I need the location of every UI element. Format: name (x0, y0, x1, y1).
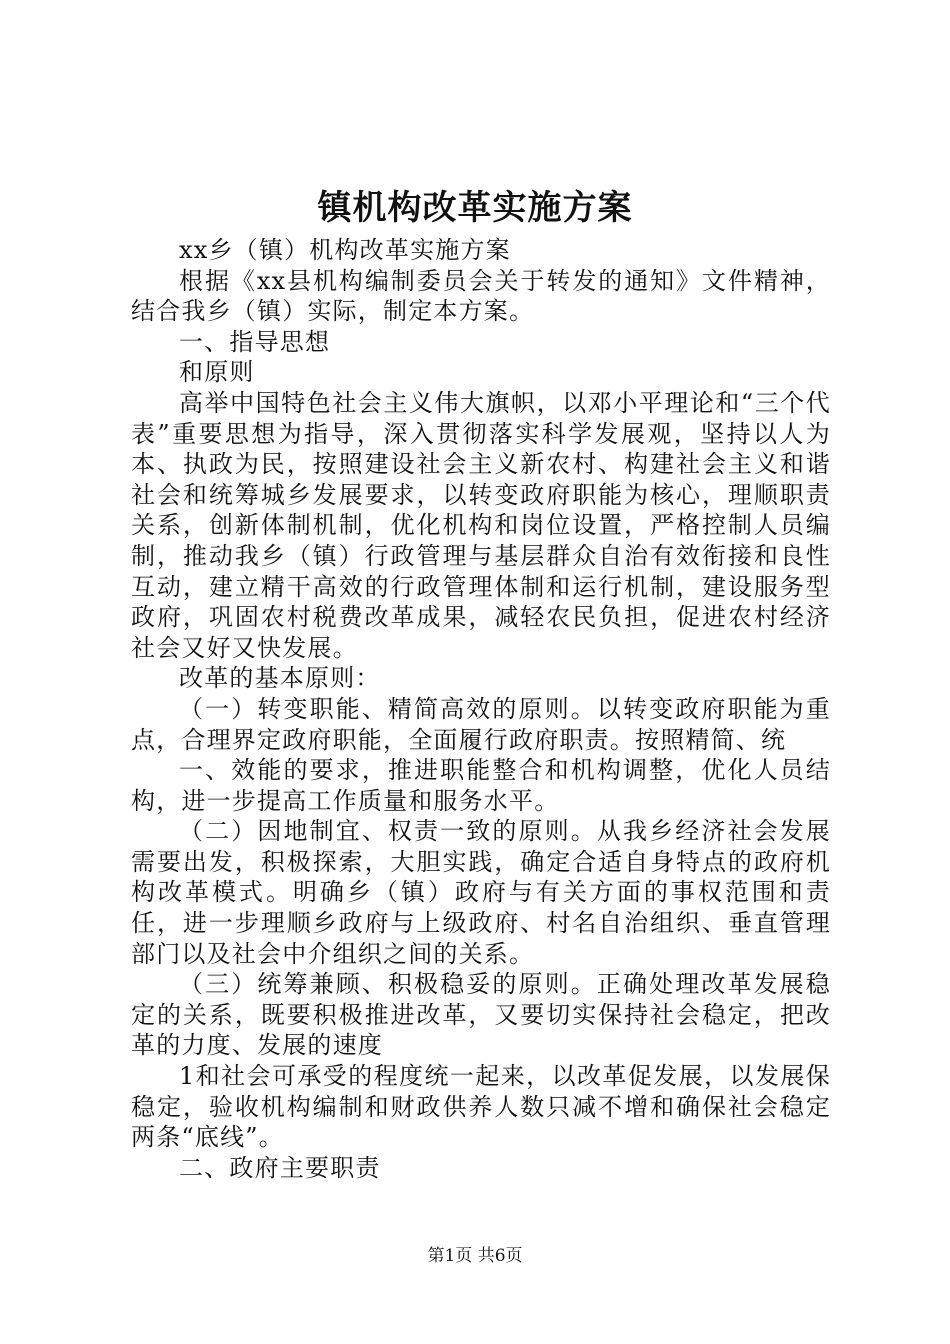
paragraph-principle-3-cont: 1和社会可承受的程度统一起来，以改革促发展，以发展保稳定，验收机构编制和财政供养人数只减不增和确保社会稳定两条“底线”。 (131, 1062, 831, 1152)
section-heading-government-duties: 二、政府主要职责 (179, 1153, 381, 1182)
page-indicator: 第1页 共6页 (427, 1246, 523, 1266)
paragraph-basic-principles-label: 改革的基本原则： (179, 664, 381, 693)
paragraph-basis: 根据《xx县机构编制委员会关于转发的通知》文件精神，结合我乡（镇）实际，制定本方案。 (131, 266, 831, 326)
document-body (131, 235, 831, 1183)
document-title: 镇机构改革实施方案 (317, 188, 633, 228)
paragraph-heading-line: xx乡（镇）机构改革实施方案 (179, 236, 511, 264)
section-heading-guiding-ideology: 一、指导思想 (179, 327, 331, 356)
paragraph-principle-1: （一）转变职能、精简高效的原则。以转变政府职能为重点，合理界定政府职能，全面履行政府职责。按照精简、统 (131, 694, 831, 754)
page-footer (0, 1244, 950, 1268)
paragraph-guiding-ideology: 高举中国特色社会主义伟大旗帜，以邓小平理论和“三个代表”重要思想为指导，深入贯彻落实科学发展观，坚持以人为本、执政为民，按照建设社会主义新农村、构建社会主义和谐社会和统筹城乡发展要求，以转变政府职能为核心，理顺职责关系，创新体制机制，优化机构和岗位设置，严格控制人员编制，推动我乡（镇）行政管理与基层群众自治有效衔接和良性互动，建立精干高效的行政管理体制和运行机制，建设服务型政府，巩固农村税费改革成果，减轻农民负担，促进农村经济社会又好又快发展。 (131, 388, 831, 662)
paragraph-principle-1-cont: 一、效能的要求，推进职能整合和机构调整，优化人员结构，进一步提高工作质量和服务水平。 (131, 756, 831, 815)
section-heading-principles: 和原则 (179, 358, 255, 387)
paragraph-principle-2: （二）因地制宜、权责一致的原则。从我乡经济社会发展需要出发，积极探索，大胆实践，确定合适自身特点的政府机构改革模式。明确乡（镇）政府与有关方面的事权范围和责任，进一步理顺乡政府与上级政府、村名自治组织、垂直管理部门以及社会中介组织之间的关系。 (131, 817, 831, 968)
paragraph-principle-3: （三）统筹兼顾、积极稳妥的原则。正确处理改革发展稳定的关系，既要积极推进改革，又要切实保持社会稳定，把改革的力度、发展的速度 (131, 970, 831, 1060)
